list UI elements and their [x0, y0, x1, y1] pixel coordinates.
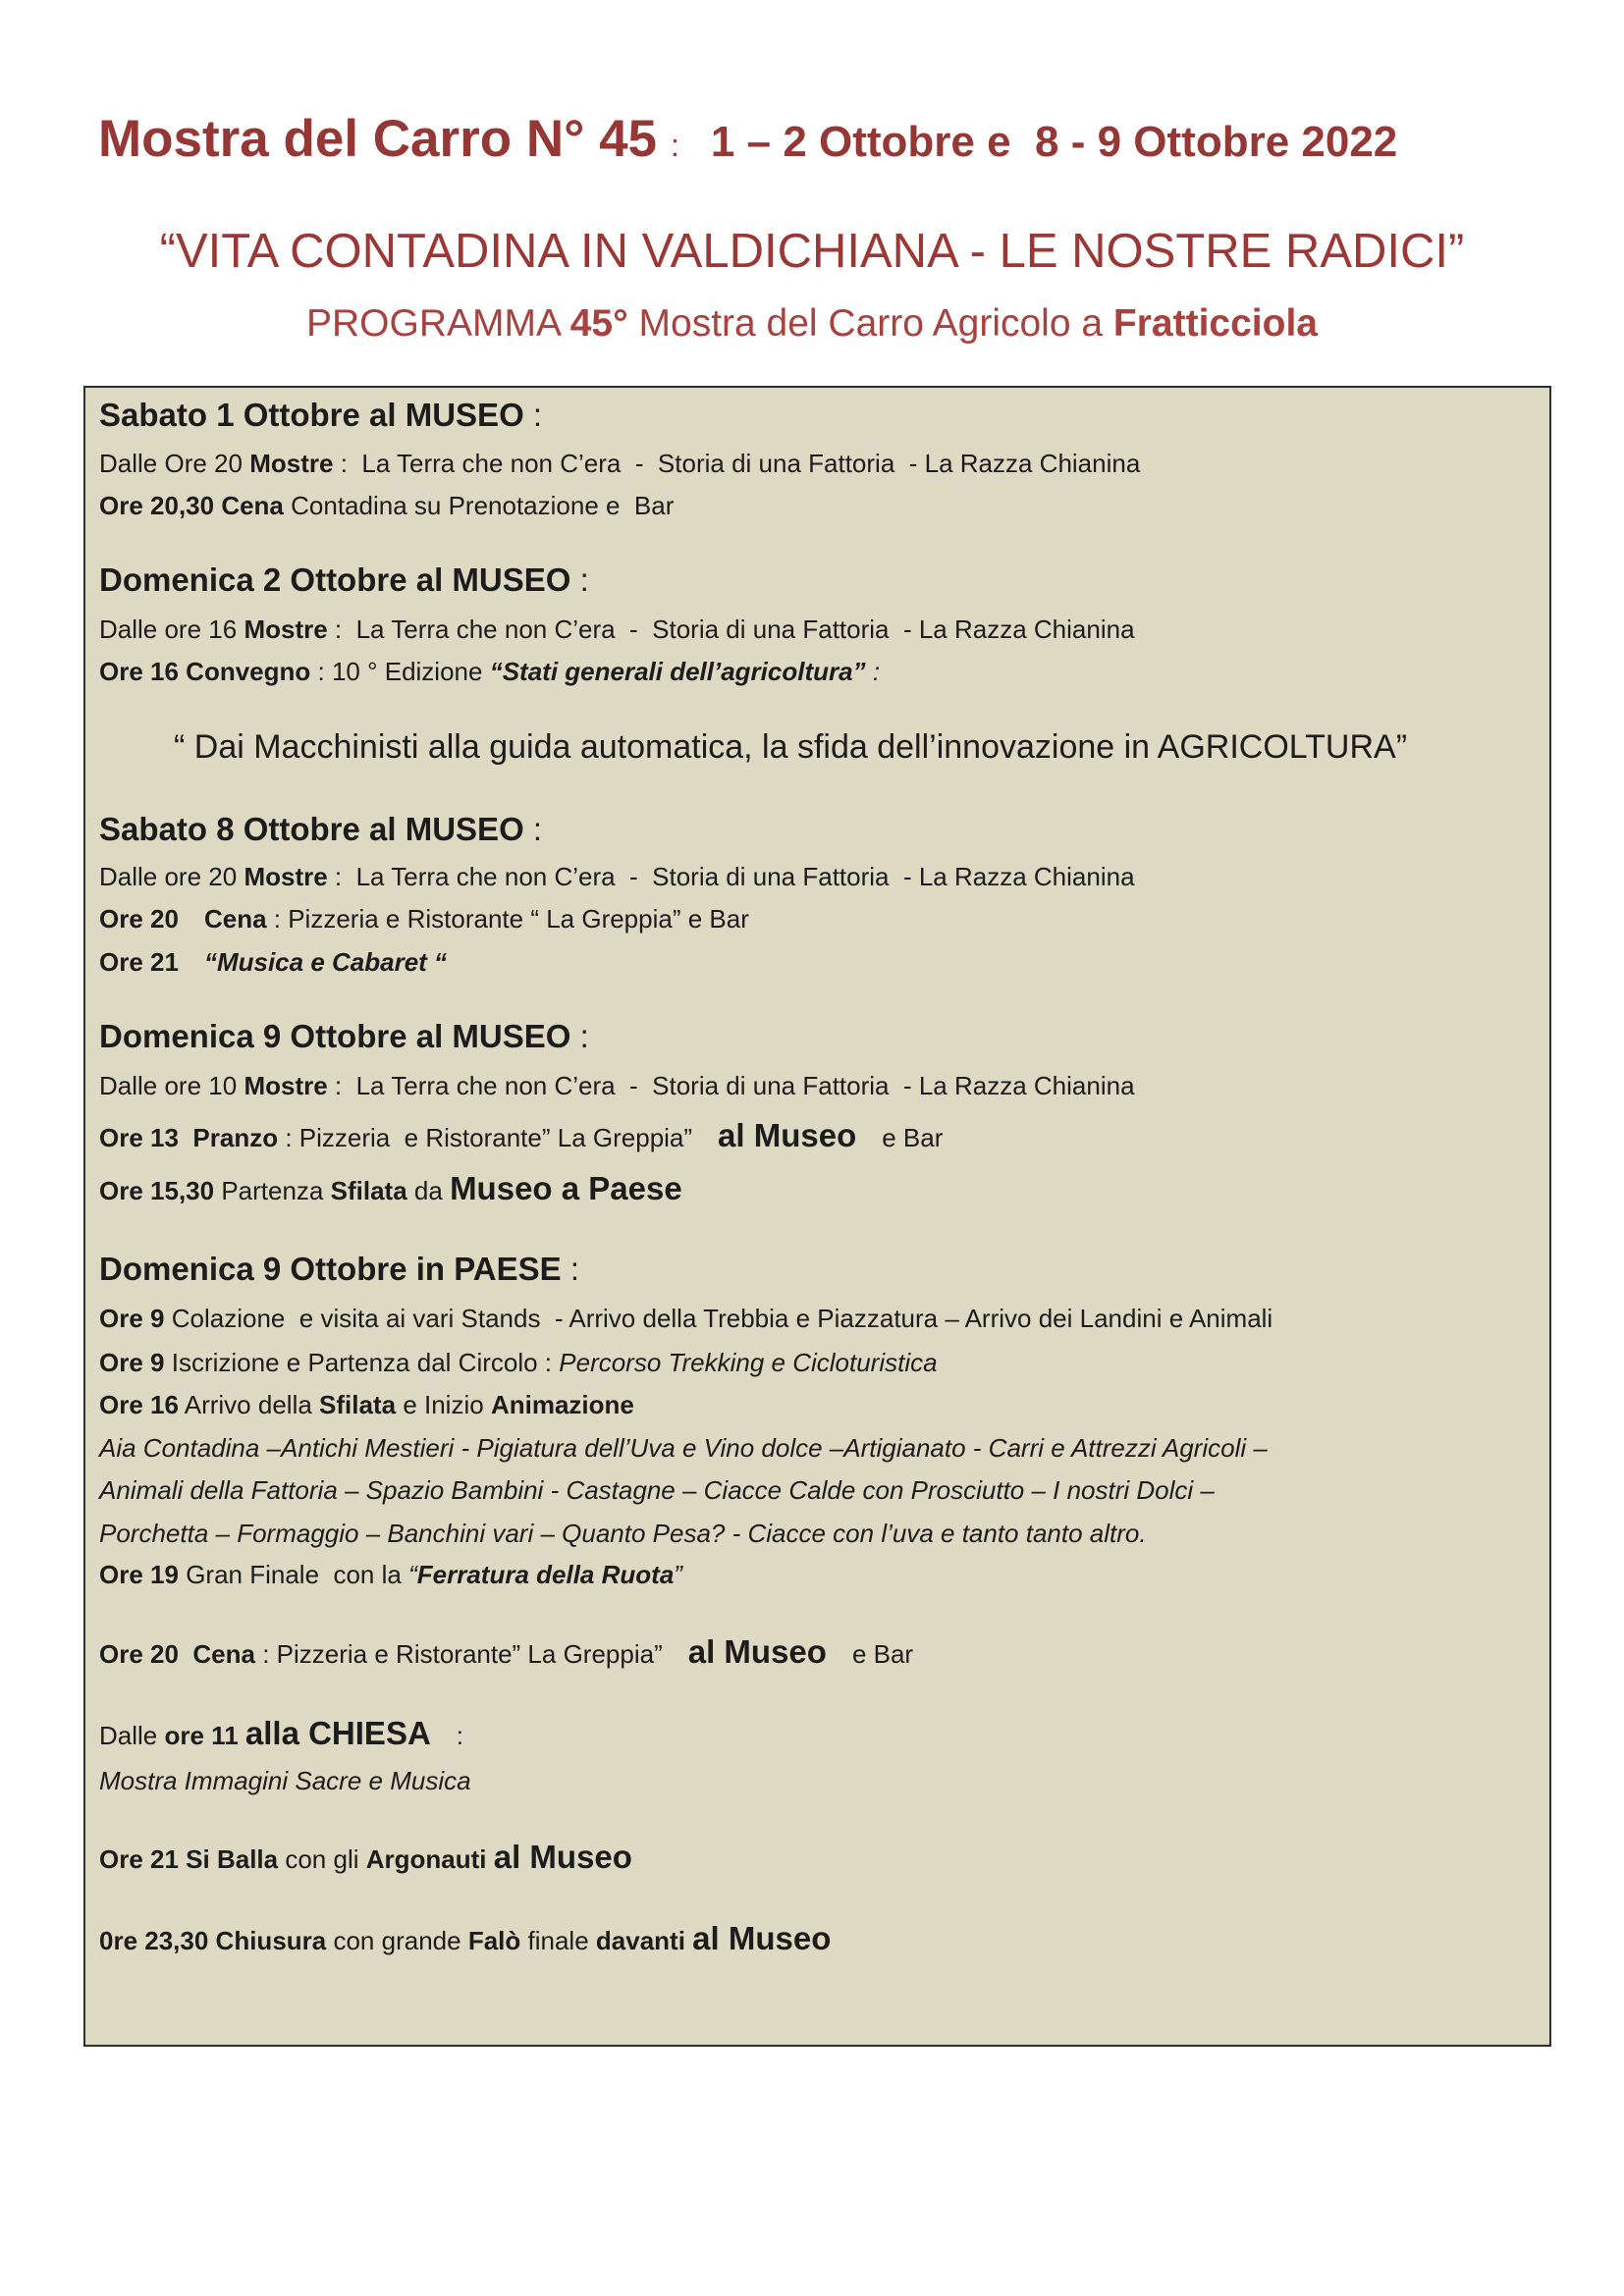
iscrizione-line	[99, 1348, 938, 1377]
mostre-label: Mostre	[249, 449, 334, 478]
chiesa-prefix: Dalle	[99, 1721, 158, 1750]
finale-close-quote: ”	[674, 1560, 682, 1589]
mostre-line-sabato-1	[99, 449, 1140, 478]
section-heading-sabato-8	[99, 810, 542, 849]
heading-colon: :	[569, 1251, 579, 1287]
ballo-line	[99, 1838, 632, 1879]
section-heading-domenica-9-museo	[99, 1017, 589, 1056]
cena-label: Ore 20,30 Cena	[99, 491, 284, 520]
event-dates: 1 – 2 Ottobre e 8 - 9 Ottobre 2022	[710, 118, 1398, 166]
finale-open-quote: “	[408, 1560, 417, 1589]
section-heading-domenica-9-paese	[99, 1250, 579, 1289]
chiusura-line	[99, 1919, 831, 1960]
heading-colon: :	[532, 397, 543, 433]
chiesa-place: alla CHIESA	[244, 1715, 431, 1751]
animazione-text1: Arrivo della	[184, 1390, 312, 1419]
event-title-line	[98, 106, 1397, 186]
cena-end: e Bar	[851, 1639, 914, 1669]
cena-detail: : Pizzeria e Ristorante” La Greppia”	[262, 1639, 663, 1669]
program-subtitle	[0, 300, 1624, 347]
program-label: PROGRAMMA	[305, 302, 560, 345]
musica-time: Ore 21	[99, 947, 179, 977]
chiesa-time: ore 11	[164, 1721, 239, 1750]
mostre-detail: : La Terra che non C’era - Storia di una Fattoria - La Razza Chianina	[334, 862, 1135, 891]
finale-detail: Gran Finale con la	[186, 1560, 402, 1589]
mostre-label: Mostre	[244, 862, 328, 891]
finale-title: Ferratura della Ruota	[416, 1560, 675, 1589]
animazione-text2: e Inizio	[403, 1390, 484, 1419]
musica-line	[99, 947, 447, 977]
chiusura-text2: finale	[527, 1926, 589, 1955]
sfilata-text2: da	[413, 1176, 443, 1205]
convegno-quote: “ Dai Macchinisti alla guida automatica, la sfida dell’innovazione in AGRICOLTURA”	[174, 728, 1408, 766]
iscrizione-activity: Percorso Trekking e Cicloturistica	[559, 1348, 938, 1377]
animazione-label1: Sfilata	[319, 1390, 397, 1419]
cena-label: Cena	[203, 904, 267, 934]
edition-number: 45°	[569, 302, 628, 345]
ballo-band: Argonauti	[365, 1844, 487, 1874]
finale-time: Ore 19	[99, 1560, 179, 1589]
pranzo-place: al Museo	[718, 1117, 857, 1153]
mostre-time: Dalle ore 20	[99, 862, 238, 891]
chiusura-place: al Museo	[692, 1920, 832, 1956]
heading-text: Domenica 9 Ottobre al MUSEO	[99, 1018, 571, 1054]
colazione-time: Ore 9	[99, 1304, 165, 1333]
chiesa-detail: Mostra Immagini Sacre e Musica	[99, 1766, 471, 1795]
mostre-label: Mostre	[244, 614, 328, 644]
attractions-line: Aia Contadina –Antichi Mestieri - Pigiatura dell’Uva e Vino dolce –Artigianato - Carri e Attrezzi Agricoli –	[99, 1433, 1268, 1463]
colazione-detail: Colazione e visita ai vari Stands - Arrivo della Trebbia e Piazzatura – Arrivo dei Landini e Animali	[171, 1304, 1273, 1333]
animazione-time: Ore 16	[99, 1390, 179, 1419]
chiesa-colon: :	[456, 1721, 464, 1750]
event-title: Mostra del Carro N° 45	[98, 110, 658, 168]
heading-text: Domenica 2 Ottobre al MUSEO	[99, 561, 571, 598]
mostre-time: Dalle Ore 20	[99, 449, 243, 478]
attractions-line: Animali della Fattoria – Spazio Bambini - Castagne – Ciacce Calde con Prosciutto – I nostri Dolci –	[99, 1475, 1215, 1505]
cena-line-domenica-9	[99, 1632, 913, 1674]
heading-text: Sabato 1 Ottobre al MUSEO	[99, 397, 524, 433]
heading-colon: :	[532, 811, 543, 847]
sfilata-line	[99, 1169, 682, 1210]
mostre-line-domenica-9	[99, 1071, 1135, 1100]
sfilata-text1: Partenza	[221, 1176, 324, 1205]
heading-colon: :	[579, 561, 589, 598]
pranzo-end: e Bar	[882, 1123, 944, 1152]
cena-place: al Museo	[687, 1633, 827, 1670]
mostre-label: Mostre	[244, 1071, 328, 1100]
sfilata-label: Sfilata	[330, 1176, 407, 1205]
sfilata-route: Museo a Paese	[450, 1170, 682, 1206]
animazione-line	[99, 1390, 634, 1419]
pranzo-label: Ore 13 Pranzo	[99, 1123, 279, 1152]
iscrizione-detail: Iscrizione e Partenza dal Circolo :	[171, 1348, 553, 1377]
heading-colon: :	[579, 1018, 589, 1054]
mostre-time: Dalle ore 16	[99, 614, 238, 644]
chiesa-line	[99, 1714, 463, 1755]
finale-line	[99, 1560, 682, 1589]
animazione-label2: Animazione	[490, 1390, 634, 1419]
mostre-detail: : La Terra che non C’era - Storia di una Fattoria - La Razza Chianina	[334, 1071, 1135, 1100]
mostre-detail: : La Terra che non C’era - Storia di una Fattoria - La Razza Chianina	[334, 614, 1135, 644]
musica-title: “Musica e Cabaret “	[203, 947, 448, 977]
colazione-line	[99, 1304, 1272, 1333]
ballo-text: con gli	[285, 1844, 359, 1874]
sfilata-time: Ore 15,30	[99, 1176, 215, 1205]
mostre-line-sabato-8	[99, 862, 1135, 891]
convegno-title: “Stati generali dell’agricoltura”	[489, 657, 866, 686]
chiusura-falo: Falò	[467, 1926, 521, 1955]
heading-text: Domenica 9 Ottobre in PAESE	[99, 1251, 562, 1287]
location-name: Fratticciola	[1112, 302, 1318, 345]
program-box	[83, 386, 1551, 2047]
cena-label: Ore 20 Cena	[99, 1639, 255, 1669]
event-theme: “VITA CONTADINA IN VALDICHIANA - LE NOSTRE RADICI”	[159, 225, 1465, 278]
chiusura-label: 0re 23,30 Chiusura	[99, 1926, 327, 1955]
pranzo-detail: : Pizzeria e Ristorante” La Greppia”	[285, 1123, 693, 1152]
convegno-end: :	[872, 657, 881, 686]
cena-line-sabato-1	[99, 491, 674, 520]
cena-line-sabato-8	[99, 904, 749, 934]
cena-detail: : Pizzeria e Ristorante “ La Greppia” e Bar	[273, 904, 749, 934]
ballo-label: Ore 21 Si Balla	[99, 1844, 279, 1874]
convegno-label: Ore 16 Convegno	[99, 657, 311, 686]
attractions-line: Porchetta – Formaggio – Banchini vari – Quanto Pesa? - Ciacce con l’uva e tanto tanto altro.	[99, 1519, 1147, 1548]
pranzo-line	[99, 1116, 943, 1157]
chiusura-text1: con grande	[333, 1926, 461, 1955]
heading-text: Sabato 8 Ottobre al MUSEO	[99, 811, 524, 847]
chiusura-davanti: davanti	[595, 1926, 685, 1955]
convegno-line	[99, 657, 880, 686]
title-separator: :	[671, 128, 679, 163]
cena-time: Ore 20	[99, 904, 179, 934]
iscrizione-time: Ore 9	[99, 1348, 165, 1377]
ballo-place: al Museo	[493, 1839, 632, 1875]
section-heading-domenica-2	[99, 561, 589, 600]
program-description: Mostra del Carro Agricolo a	[638, 302, 1104, 345]
cena-detail: Contadina su Prenotazione e Bar	[291, 491, 675, 520]
mostre-time: Dalle ore 10	[99, 1071, 238, 1100]
convegno-detail: : 10 ° Edizione	[317, 657, 483, 686]
mostre-line-domenica-2	[99, 614, 1135, 644]
section-heading-sabato-1	[99, 396, 542, 435]
mostre-detail: : La Terra che non C’era - Storia di una Fattoria - La Razza Chianina	[340, 449, 1141, 478]
